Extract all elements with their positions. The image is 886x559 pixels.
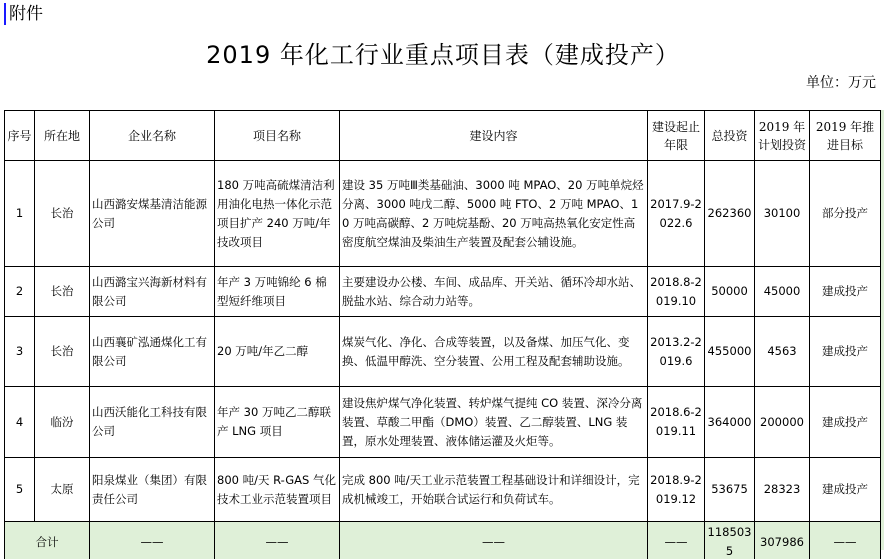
cell-target-2019: 建成投产 (810, 458, 881, 522)
header-total: 总投资 (705, 111, 755, 161)
cell-content: 建设焦炉煤气净化装置、转炉煤气提纯 CO 装置、深冷分离装置、草酸二甲酯（DMO）装置、乙二醇装置、LNG 装置，原水处理装置、液体储运灌及火炬等。 (340, 387, 648, 458)
header-target-2019: 2019 年推进目标 (810, 111, 881, 161)
cell-project: 180 万吨高硫煤清洁利用油化电热一体化示范项目扩产 240 万吨/年技改项目 (215, 161, 340, 267)
cell-target-2019: 部分投产 (810, 161, 881, 267)
total-company: —— (90, 522, 215, 559)
cell-no: 5 (5, 458, 35, 522)
cell-plan-2019: 30100 (755, 161, 810, 267)
table-row (5, 161, 881, 267)
cell-location: 临汾 (35, 387, 90, 458)
cell-project: 年产 30 万吨乙二醇联产 LNG 项目 (215, 387, 340, 458)
header-company: 企业名称 (90, 111, 215, 161)
total-project: —— (215, 522, 340, 559)
table-row (5, 267, 881, 317)
cell-period: 2017.9-2022.6 (648, 161, 705, 267)
cell-company: 山西潞安煤基清洁能源公司 (90, 161, 215, 267)
cell-content: 煤炭气化、净化、合成等装置，以及备煤、加压气化、变换、低温甲醇洗、空分装置、公用工程及配套辅助设施。 (340, 317, 648, 387)
cell-content: 主要建设办公楼、车间、成品库、开关站、循环冷却水站、脱盐水站、综合动力站等。 (340, 267, 648, 317)
cell-company: 山西潞宝兴海新材料有限公司 (90, 267, 215, 317)
cell-location: 长治 (35, 267, 90, 317)
cell-total: 364000 (705, 387, 755, 458)
table-header-row (5, 111, 881, 161)
attachment-label: 附件 (4, 3, 43, 25)
cell-company: 山西沃能化工科技有限公司 (90, 387, 215, 458)
table-row (5, 458, 881, 522)
cell-location: 长治 (35, 317, 90, 387)
cell-no: 3 (5, 317, 35, 387)
cell-period: 2018.8-2019.10 (648, 267, 705, 317)
cell-location: 长治 (35, 161, 90, 267)
cell-company: 山西襄矿泓通煤化工有限公司 (90, 317, 215, 387)
cell-no: 1 (5, 161, 35, 267)
total-period: —— (648, 522, 705, 559)
table-row (5, 387, 881, 458)
header-no: 序号 (5, 111, 35, 161)
header-location: 所在地 (35, 111, 90, 161)
cell-location: 太原 (35, 458, 90, 522)
cell-plan-2019: 45000 (755, 267, 810, 317)
cell-project: 年产 3 万吨锦纶 6 棉型短纤维项目 (215, 267, 340, 317)
cell-total: 53675 (705, 458, 755, 522)
cell-content: 完成 800 吨/天工业示范装置工程基础设计和详细设计，完成机械竣工，开始联合试运行和负荷试车。 (340, 458, 648, 522)
cell-period: 2018.6-2019.11 (648, 387, 705, 458)
header-plan-2019: 2019 年计划投资 (755, 111, 810, 161)
table-container (4, 110, 884, 558)
cell-project: 800 吨/天 R-GAS 气化技术工业示范装置项目 (215, 458, 340, 522)
cell-target-2019: 建成投产 (810, 267, 881, 317)
total-plan-2019: 307986 (755, 522, 810, 559)
cell-company: 阳泉煤业（集团）有限责任公司 (90, 458, 215, 522)
header-content: 建设内容 (340, 111, 648, 161)
total-label: 合计 (5, 522, 90, 559)
cell-no: 2 (5, 267, 35, 317)
cell-total: 50000 (705, 267, 755, 317)
header-period: 建设起止年限 (648, 111, 705, 161)
cell-total: 455000 (705, 317, 755, 387)
cell-plan-2019: 28323 (755, 458, 810, 522)
total-row (5, 522, 881, 559)
cell-period: 2013.2-2019.6 (648, 317, 705, 387)
page-title: 2019 年化工行业重点项目表（建成投产） (206, 41, 680, 69)
cell-plan-2019: 200000 (755, 387, 810, 458)
cell-project: 20 万吨/年乙二醇 (215, 317, 340, 387)
cell-target-2019: 建成投产 (810, 387, 881, 458)
cell-plan-2019: 4563 (755, 317, 810, 387)
total-investment: 1185035 (705, 522, 755, 559)
cell-total: 262360 (705, 161, 755, 267)
cell-period: 2018.9-2019.12 (648, 458, 705, 522)
cell-content: 建设 35 万吨Ⅲ类基础油、3000 吨 MPAO、20 万吨单烷烃分离、3000 吨戊二醇、5000 吨 FTO、2 万吨 MPAO、10 万吨高碳醇、2 万吨烷基酚、20 万吨高热氧化安定性高密度航空煤油及柴油生产装置及配套公辅设施。 (340, 161, 648, 267)
total-content: —— (340, 522, 648, 559)
unit-label: 单位：万元 (806, 75, 876, 91)
project-table (4, 110, 881, 559)
cell-no: 4 (5, 387, 35, 458)
cell-target-2019: 建成投产 (810, 317, 881, 387)
header-project: 项目名称 (215, 111, 340, 161)
total-target-2019: —— (810, 522, 881, 559)
table-row (5, 317, 881, 387)
